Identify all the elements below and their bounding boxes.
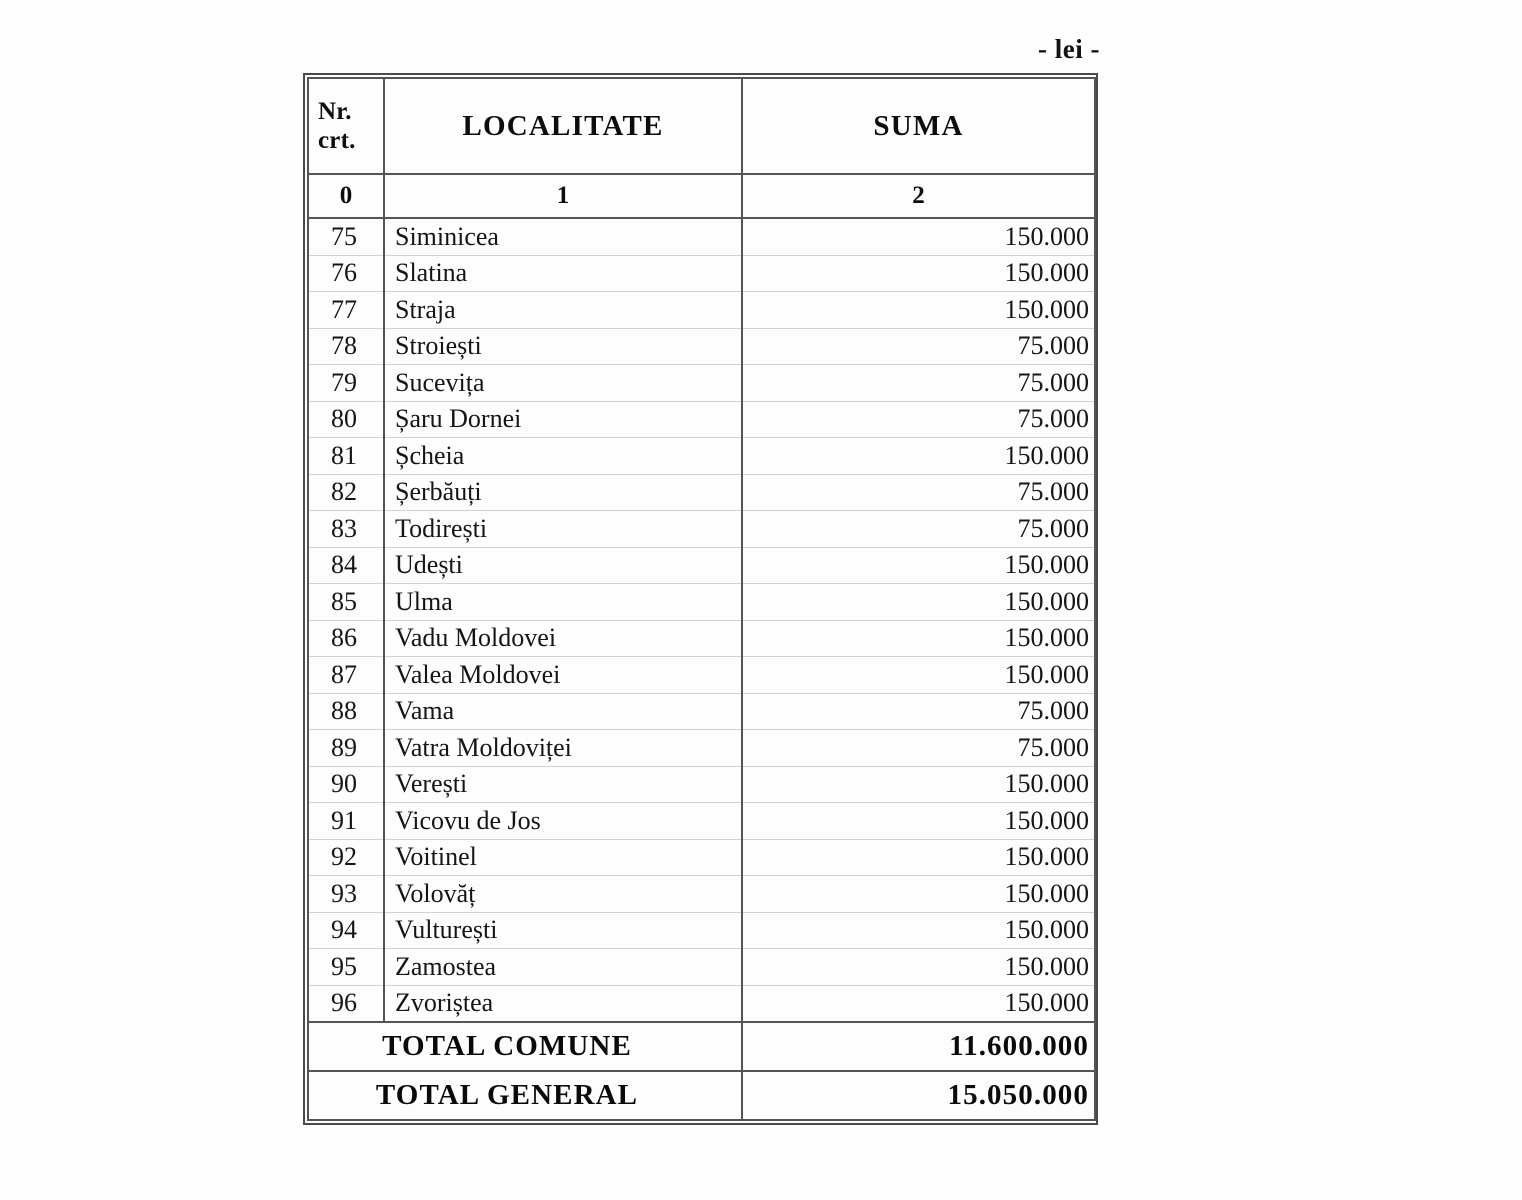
row-number: 77 (308, 292, 384, 329)
column-header-localitate: LOCALITATE (384, 78, 742, 174)
row-locality: Volovăț (384, 876, 742, 913)
row-locality: Valea Moldovei (384, 657, 742, 694)
row-number: 83 (308, 511, 384, 548)
column-index-localitate: 1 (384, 174, 742, 218)
table-row (308, 766, 1095, 803)
row-amount: 150.000 (742, 292, 1095, 329)
row-amount: 150.000 (742, 255, 1095, 292)
total-label: TOTAL COMUNE (308, 1022, 742, 1071)
row-amount: 75.000 (742, 511, 1095, 548)
row-locality: Udești (384, 547, 742, 584)
row-number: 85 (308, 584, 384, 621)
table-row (308, 620, 1095, 657)
row-locality: Vama (384, 693, 742, 730)
row-amount: 150.000 (742, 620, 1095, 657)
row-locality: Stroiești (384, 328, 742, 365)
table-row (308, 218, 1095, 255)
row-number: 80 (308, 401, 384, 438)
row-number: 76 (308, 255, 384, 292)
row-locality: Vulturești (384, 912, 742, 949)
row-amount: 75.000 (742, 401, 1095, 438)
row-number: 78 (308, 328, 384, 365)
total-row (308, 1022, 1095, 1071)
table-row (308, 438, 1095, 475)
table-row (308, 657, 1095, 694)
total-amount: 11.600.000 (742, 1022, 1095, 1071)
table-body (308, 218, 1095, 1022)
column-index-nr: 0 (308, 174, 384, 218)
row-number: 87 (308, 657, 384, 694)
row-locality: Siminicea (384, 218, 742, 255)
row-number: 88 (308, 693, 384, 730)
row-amount: 150.000 (742, 584, 1095, 621)
row-locality: Slatina (384, 255, 742, 292)
total-amount: 15.050.000 (742, 1071, 1095, 1120)
row-locality: Vadu Moldovei (384, 620, 742, 657)
table-row (308, 985, 1095, 1022)
column-header-suma: SUMA (742, 78, 1095, 174)
column-index-suma: 2 (742, 174, 1095, 218)
table-row (308, 474, 1095, 511)
currency-unit-note: - lei - (1038, 34, 1100, 64)
table-row (308, 876, 1095, 913)
row-amount: 150.000 (742, 912, 1095, 949)
row-number: 90 (308, 766, 384, 803)
table-row (308, 693, 1095, 730)
table-row (308, 401, 1095, 438)
table-header-row (308, 78, 1095, 174)
table-row (308, 839, 1095, 876)
row-locality: Zvoriștea (384, 985, 742, 1022)
row-number: 86 (308, 620, 384, 657)
column-header-nr-line1: Nr. (318, 97, 352, 125)
row-amount: 150.000 (742, 766, 1095, 803)
row-locality: Șcheia (384, 438, 742, 475)
row-number: 95 (308, 949, 384, 986)
column-index-row (308, 174, 1095, 218)
row-amount: 150.000 (742, 803, 1095, 840)
row-number: 93 (308, 876, 384, 913)
total-row (308, 1071, 1095, 1120)
row-amount: 75.000 (742, 328, 1095, 365)
row-number: 94 (308, 912, 384, 949)
table-row (308, 584, 1095, 621)
column-header-nr-line2: crt. (318, 127, 356, 154)
row-locality: Șerbăuți (384, 474, 742, 511)
row-locality: Voitinel (384, 839, 742, 876)
row-amount: 75.000 (742, 730, 1095, 767)
row-amount: 150.000 (742, 218, 1095, 255)
row-locality: Vatra Moldoviței (384, 730, 742, 767)
row-amount: 75.000 (742, 693, 1095, 730)
table-row (308, 803, 1095, 840)
table-row (308, 365, 1095, 402)
budget-table (307, 77, 1096, 1121)
row-number: 89 (308, 730, 384, 767)
row-amount: 150.000 (742, 985, 1095, 1022)
row-number: 91 (308, 803, 384, 840)
table-row (308, 949, 1095, 986)
row-locality: Straja (384, 292, 742, 329)
row-locality: Verești (384, 766, 742, 803)
row-number: 75 (308, 218, 384, 255)
table-row (308, 328, 1095, 365)
row-number: 84 (308, 547, 384, 584)
row-amount: 150.000 (742, 438, 1095, 475)
row-amount: 75.000 (742, 365, 1095, 402)
table-header (308, 78, 1095, 218)
table-row (308, 292, 1095, 329)
row-amount: 150.000 (742, 657, 1095, 694)
row-number: 92 (308, 839, 384, 876)
row-amount: 150.000 (742, 547, 1095, 584)
row-locality: Șaru Dornei (384, 401, 742, 438)
table-totals (308, 1022, 1095, 1120)
row-number: 82 (308, 474, 384, 511)
column-header-nr-crt (308, 78, 384, 174)
row-number: 81 (308, 438, 384, 475)
row-amount: 150.000 (742, 839, 1095, 876)
table-row (308, 730, 1095, 767)
table-row (308, 511, 1095, 548)
table-row (308, 547, 1095, 584)
row-amount: 150.000 (742, 949, 1095, 986)
row-amount: 75.000 (742, 474, 1095, 511)
row-number: 79 (308, 365, 384, 402)
table-row (308, 255, 1095, 292)
budget-table-container (303, 73, 1098, 1125)
row-number: 96 (308, 985, 384, 1022)
row-locality: Sucevița (384, 365, 742, 402)
table-row (308, 912, 1095, 949)
row-locality: Vicovu de Jos (384, 803, 742, 840)
total-label: TOTAL GENERAL (308, 1071, 742, 1120)
row-locality: Ulma (384, 584, 742, 621)
row-amount: 150.000 (742, 876, 1095, 913)
row-locality: Zamostea (384, 949, 742, 986)
row-locality: Todirești (384, 511, 742, 548)
